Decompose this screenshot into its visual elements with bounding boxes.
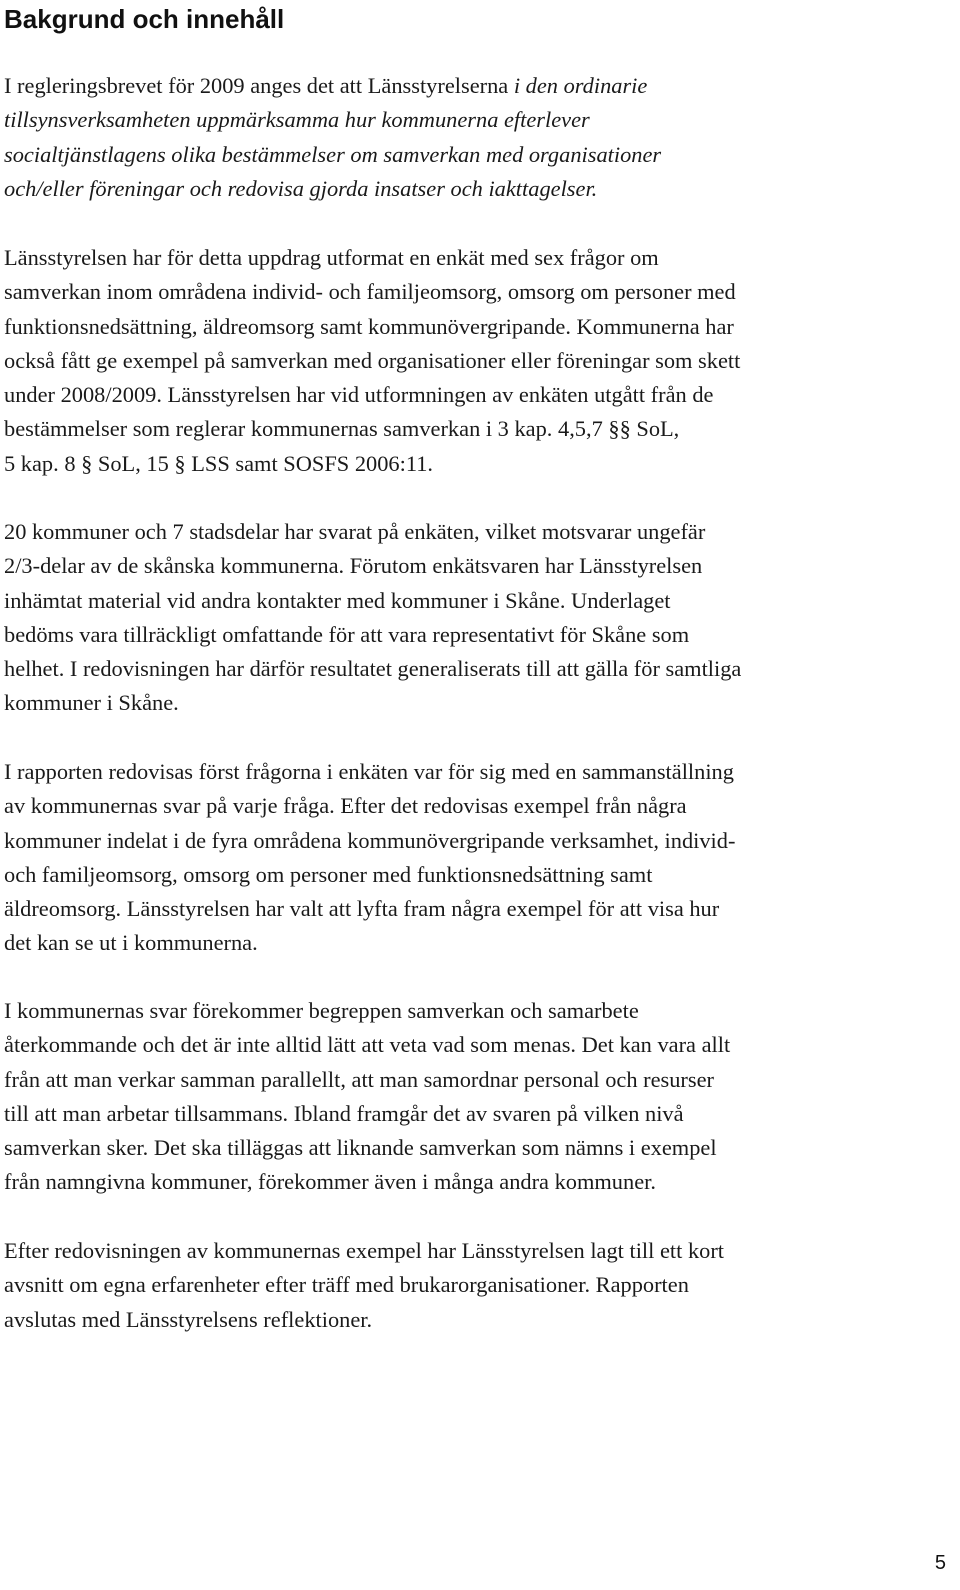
- paragraph-4: [4, 755, 735, 961]
- text-line-italic: i den ordinarie: [513, 73, 648, 98]
- section-heading: Bakgrund och innehåll: [4, 4, 285, 34]
- text-line: avslutas med Länsstyrelsens reflektioner.: [4, 1306, 373, 1332]
- text-line: [4, 69, 661, 103]
- text-line: Efter redovisningen av kommunernas exempel har Länsstyrelsen lagt till ett kort: [4, 1238, 725, 1263]
- text-line: och/eller föreningar och redovisa gjorda insatser och iakttagelser.: [4, 175, 598, 201]
- paragraph-2: [4, 241, 740, 481]
- text-line: bedöms vara tillräckligt omfattande för att vara representativt för Skåne som: [4, 621, 690, 647]
- text-line: under 2008/2009. Länsstyrelsen har vid utformningen av enkäten utgått från de: [4, 382, 714, 408]
- text-line: I rapporten redovisas först frågorna i enkäten var för sig med en sammanställning: [4, 759, 734, 784]
- text-line: äldreomsorg. Länsstyrelsen har valt att lyfta fram några exempel för att visa hur: [4, 896, 720, 922]
- text-line: bestämmelser som reglerar kommunernas samverkan i 3 kap. 4,5,7 §§ SoL,: [4, 416, 680, 442]
- text-line: kommuner i Skåne.: [4, 690, 179, 716]
- paragraph-1: [4, 69, 661, 206]
- page-number: 5: [934, 1552, 946, 1574]
- paragraph-5: [4, 994, 730, 1200]
- text-line: det kan se ut i kommunerna.: [4, 930, 258, 956]
- text-line: 2/3-delar av de skånska kommunerna. Förutom enkätsvaren har Länsstyrelsen: [4, 553, 703, 579]
- text-line: från namngivna kommuner, förekommer även i många andra kommuner.: [4, 1169, 656, 1195]
- text-line: avsnitt om egna erfarenheter efter träff med brukarorganisationer. Rapporten: [4, 1272, 689, 1298]
- text-line: socialtjänstlagens olika bestämmelser om samverkan med organisationer: [4, 141, 662, 167]
- text-line: samverkan sker. Det ska tilläggas att liknande samverkan som nämns i exempel: [4, 1135, 717, 1161]
- text-line: kommuner indelat i de fyra områdena kommunövergripande verksamhet, individ-: [4, 827, 736, 853]
- text-line: samverkan inom områdena individ- och familjeomsorg, omsorg om personer med: [4, 279, 736, 305]
- text-line: I kommunernas svar förekommer begreppen samverkan och samarbete: [4, 998, 639, 1023]
- text-line: och familjeomsorg, omsorg om personer med funktionsnedsättning samt: [4, 861, 653, 887]
- text-line: tillsynsverksamheten uppmärksamma hur kommunerna efterlever: [4, 107, 590, 133]
- text-line: av kommunernas svar på varje fråga. Efter det redovisas exempel från några: [4, 793, 687, 819]
- paragraph-6: [4, 1234, 724, 1337]
- text-line: från att man verkar samman parallellt, att man samordnar personal och resurser: [4, 1066, 714, 1092]
- text-line: funktionsnedsättning, äldreomsorg samt kommunövergripande. Kommunerna har: [4, 313, 734, 339]
- text-line: Länsstyrelsen har för detta uppdrag utformat en enkät med sex frågor om: [4, 245, 659, 270]
- text-line: helhet. I redovisningen har därför resultatet generaliserats till att gälla för samtliga: [4, 656, 742, 682]
- text-line-regular: I regleringsbrevet för 2009 anges det att Länsstyrelserna: [4, 73, 514, 98]
- text-line: 5 kap. 8 § SoL, 15 § LSS samt SOSFS 2006:11.: [4, 450, 434, 476]
- text-line: inhämtat material vid andra kontakter med kommuner i Skåne. Underlaget: [4, 587, 671, 613]
- text-line: 20 kommuner och 7 stadsdelar har svarat på enkäten, vilket motsvarar ungefär: [4, 519, 706, 544]
- text-line: också fått ge exempel på samverkan med organisationer eller föreningar som skett: [4, 347, 741, 373]
- text-line: till att man arbetar tillsammans. Ibland framgår det av svaren på vilken nivå: [4, 1100, 684, 1126]
- paragraph-3: [4, 515, 741, 721]
- text-line: återkommande och det är inte alltid lätt att veta vad som menas. Det kan vara allt: [4, 1032, 731, 1058]
